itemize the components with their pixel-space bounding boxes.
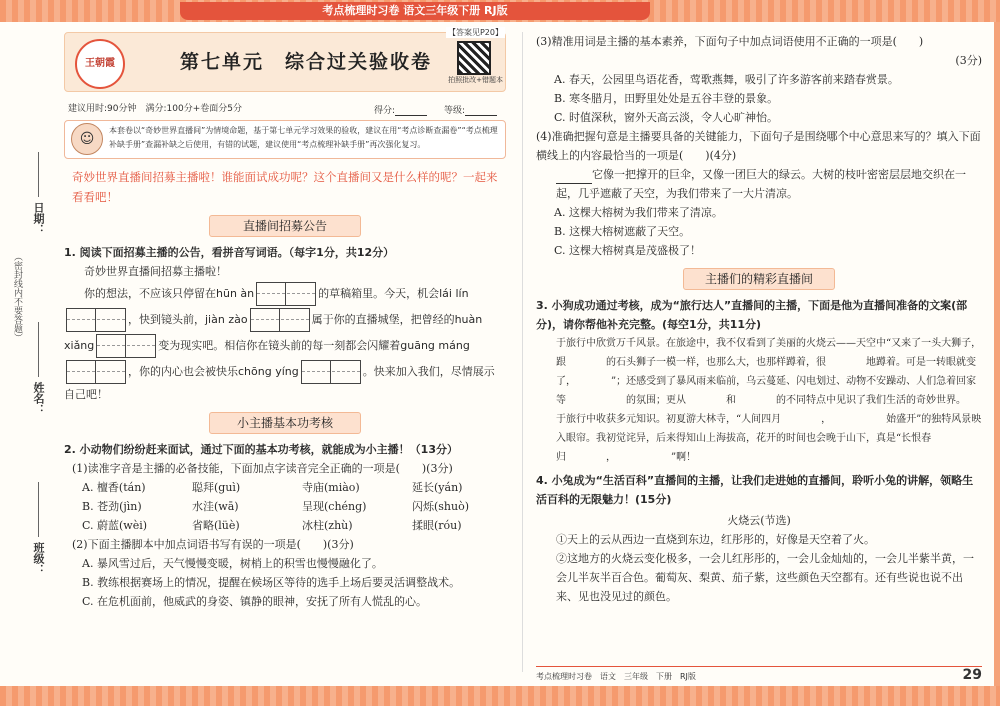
qr-caption: 拍照批改+错题本 xyxy=(448,76,503,84)
notice-line-3: ，快到镜头前，jiàn zào 属于你的直播城堡，把曾经的huàn xyxy=(64,307,506,333)
option-row-b[interactable]: B. 苍劲(jìn) 水洼(wā) 呈现(chéng) 闪烁(shuò) xyxy=(82,500,470,513)
notice-line-4: xiǎng 变为现实吧。相信你在镜头前的每一刻都会闪耀着guāng máng xyxy=(64,333,506,359)
cartoon-face-icon: ☺ xyxy=(71,123,103,155)
intro-text: 本套卷以“奇妙世界直播间”为情境命题，基于第七单元学习效果的验收，建议在用“考点诊断查漏卷”“考点梳理补缺手册”查漏补缺之后使用，有错的试题，建议使用“考点梳理补缺手册”再次强化复习。 xyxy=(109,126,498,149)
name-line xyxy=(38,322,39,377)
level-field: 等级: xyxy=(444,101,497,116)
notice-line-2: 你的想法，不应该只停留在hūn àn 的草稿箱里。今天，机会lái lín xyxy=(64,281,506,307)
binding-margin xyxy=(0,22,53,686)
qr-code-icon[interactable] xyxy=(457,41,491,75)
class-label: 班级： xyxy=(32,542,45,575)
series-banner: 考点梳理时习卷 语文三年级下册 RJ版 xyxy=(180,2,650,20)
section-title-recruit: 直播间招募公告 xyxy=(209,215,361,237)
bottom-border xyxy=(0,686,1000,706)
question-2: 2. 小动物们纷纷赶来面试，通过下面的基本功考核，就能成为小主播！（13分） xyxy=(64,443,458,456)
seal-note: （密封线内不要答题） xyxy=(12,252,22,342)
exam-meta xyxy=(64,98,506,116)
exam-header xyxy=(64,28,506,92)
option-2-4-b[interactable]: B. 这棵大榕树遮蔽了天空。 xyxy=(554,225,691,238)
article-paragraph-2: ②这地方的火烧云变化极多，一会儿红彤彤的，一会儿金灿灿的，一会儿半紫半黄，一会儿半灰半百合色。葡萄灰、梨黄、茄子紫，这些颜色天空都有。还有些说也说不出来、见也没见过的颜色。 xyxy=(556,552,974,603)
right-column xyxy=(536,32,982,606)
option-2-2-b[interactable]: B. 教练根据赛场上的情况，提醒在候场区等待的选手上场后要灵活调整战术。 xyxy=(82,576,461,589)
article-title: 火烧云(节选) xyxy=(727,514,791,527)
question-2-4: (4)准确把握句意是主播要具备的关键能力，下面句子是围绕哪个中心意思来写的？填入下面横线上的内容最恰当的一项是( )(4分) xyxy=(536,130,981,162)
answer-box-2[interactable] xyxy=(66,308,126,332)
answer-box-4[interactable] xyxy=(96,334,156,358)
question-2-3-points: (3分) xyxy=(955,54,982,67)
option-2-4-c[interactable]: C. 这棵大榕树真是茂盛极了！ xyxy=(554,244,702,257)
option-2-3-b[interactable]: B. 寒冬腊月，田野里处处是五谷丰登的景象。 xyxy=(554,92,779,105)
name-label: 姓名： xyxy=(32,382,45,415)
answer-box-5[interactable] xyxy=(66,360,126,384)
answer-box-6[interactable] xyxy=(301,360,361,384)
option-2-4-a[interactable]: A. 这棵大榕树为我们带来了清凉。 xyxy=(554,206,723,219)
option-row-c[interactable]: C. 蔚蓝(wèi) 省略(lüè) 冰柱(zhù) 揉眼(róu) xyxy=(82,519,462,532)
answer-box-1[interactable] xyxy=(256,282,316,306)
class-line xyxy=(38,482,39,537)
exam-page xyxy=(52,22,994,686)
answer-reference: 【答案见P20】 xyxy=(447,28,503,37)
answer-box-3[interactable] xyxy=(250,308,310,332)
question-3-paragraph-2: 于旅行中收获多元知识。初夏游大林寺，“人间四月 ， 始盛开”的独特风景映入眼帘。我初觉诧异，后来得知山上海拔高，花开的时间也会晚于山下，真是“长恨春归 ， ”啊！ xyxy=(556,414,982,463)
notice-line-5: ，你的内心也会被快乐chōng yíng 。快来加入我们，尽情展示 xyxy=(64,359,506,385)
option-2-2-c[interactable]: C. 在危机面前，他威武的身姿、镇静的眼神，安抚了所有人慌乱的心。 xyxy=(82,595,428,608)
page-number: 29 xyxy=(962,667,982,683)
question-2-2: (2)下面主播脚本中加点词语书写有误的一项是( )(3分) xyxy=(72,538,354,551)
option-2-3-a[interactable]: A. 春天，公园里鸟语花香，莺歌燕舞，吸引了许多游客前来踏春赏景。 xyxy=(554,73,899,86)
question-2-4-passage: 它像一把撑开的巨伞，又像一团巨大的绿云。大树的枝叶密密层层地交织在一起，几乎遮蔽了天空，为我们带来了一大片清凉。 xyxy=(556,168,966,200)
question-1: 1. 阅读下面招募主播的公告，看拼音写词语。（每字1分，共12分） xyxy=(64,246,395,259)
notice-line-1: 奇妙世界直播间招募主播啦！ xyxy=(84,265,227,278)
left-column xyxy=(64,28,506,611)
story-intro: 奇妙世界直播间招募主播啦！谁能面试成功呢？这个直播间又是什么样的呢？一起来看看吧！ xyxy=(72,170,498,204)
option-row-a[interactable]: A. 檀香(tán) 聪拜(guì) 寺庙(miào) 延长(yán) xyxy=(82,481,463,494)
date-line xyxy=(38,152,39,197)
time-and-score: 建议用时:90分钟 满分:100分+卷面分5分 xyxy=(68,104,242,114)
section-title-skills: 小主播基本功考核 xyxy=(209,412,361,434)
exam-title: 第七单元 综合过关验收卷 xyxy=(180,51,433,73)
passage-blank[interactable] xyxy=(556,169,592,184)
notice-line-6: 自己吧！ xyxy=(64,388,108,401)
date-label: 日期： xyxy=(32,202,45,235)
question-3-paragraph-1: 于旅行中欣赏万千风景。在旅途中，我不仅看到了美丽的火烧云——天空中“又来了一头大狮子，跟 的石头狮子一模一样，也那么大，也那样蹲着，很 地蹲着。可是一转眼就变了， ”；还感受到了暴风雨来临前，乌云蔓延、闪电划过、动物不安躁动、人们急着回家等 的氛围；更从 和 的不同特点中见识了我们生活的奇妙世界。 xyxy=(556,338,982,406)
score-field: 得分: xyxy=(374,101,427,116)
question-2-3: (3)精准用词是主播的基本素养，下面句子中加点词语使用不正确的一项是( ) xyxy=(536,35,924,48)
footer-text: 考点梳理时习卷 语文 三年级 下册 RJ版 xyxy=(536,672,696,681)
question-2-1: (1)读准字音是主播的必备技能，下面加点字读音完全正确的一项是( )(3分) xyxy=(72,462,453,475)
question-3: 3. 小狗成功通过考核，成为“旅行达人”直播间的主播，下面是他为直播间准备的文案(部分)，请你帮他补充完整。(每空1分，共11分) xyxy=(536,299,968,331)
intro-box xyxy=(64,120,506,159)
section-title-live: 主播们的精彩直播间 xyxy=(683,268,835,290)
brand-logo: 王朝霞 xyxy=(75,39,125,89)
option-2-2-a[interactable]: A. 暴风雪过后，天气慢慢变暖，树梢上的积雪也慢慢融化了。 xyxy=(82,557,383,570)
page-footer xyxy=(536,666,982,683)
article-paragraph-1: ①天上的云从西边一直烧到东边，红彤彤的，好像是天空着了火。 xyxy=(556,533,875,546)
option-2-3-c[interactable]: C. 时值深秋，窗外天高云淡，令人心旷神怡。 xyxy=(554,111,779,124)
column-divider xyxy=(522,32,523,672)
question-4: 4. 小兔成为“生活百科”直播间的主播，让我们走进她的直播间，聆听小兔的讲解，领略生活百科的无限魅力！(15分) xyxy=(536,474,974,506)
